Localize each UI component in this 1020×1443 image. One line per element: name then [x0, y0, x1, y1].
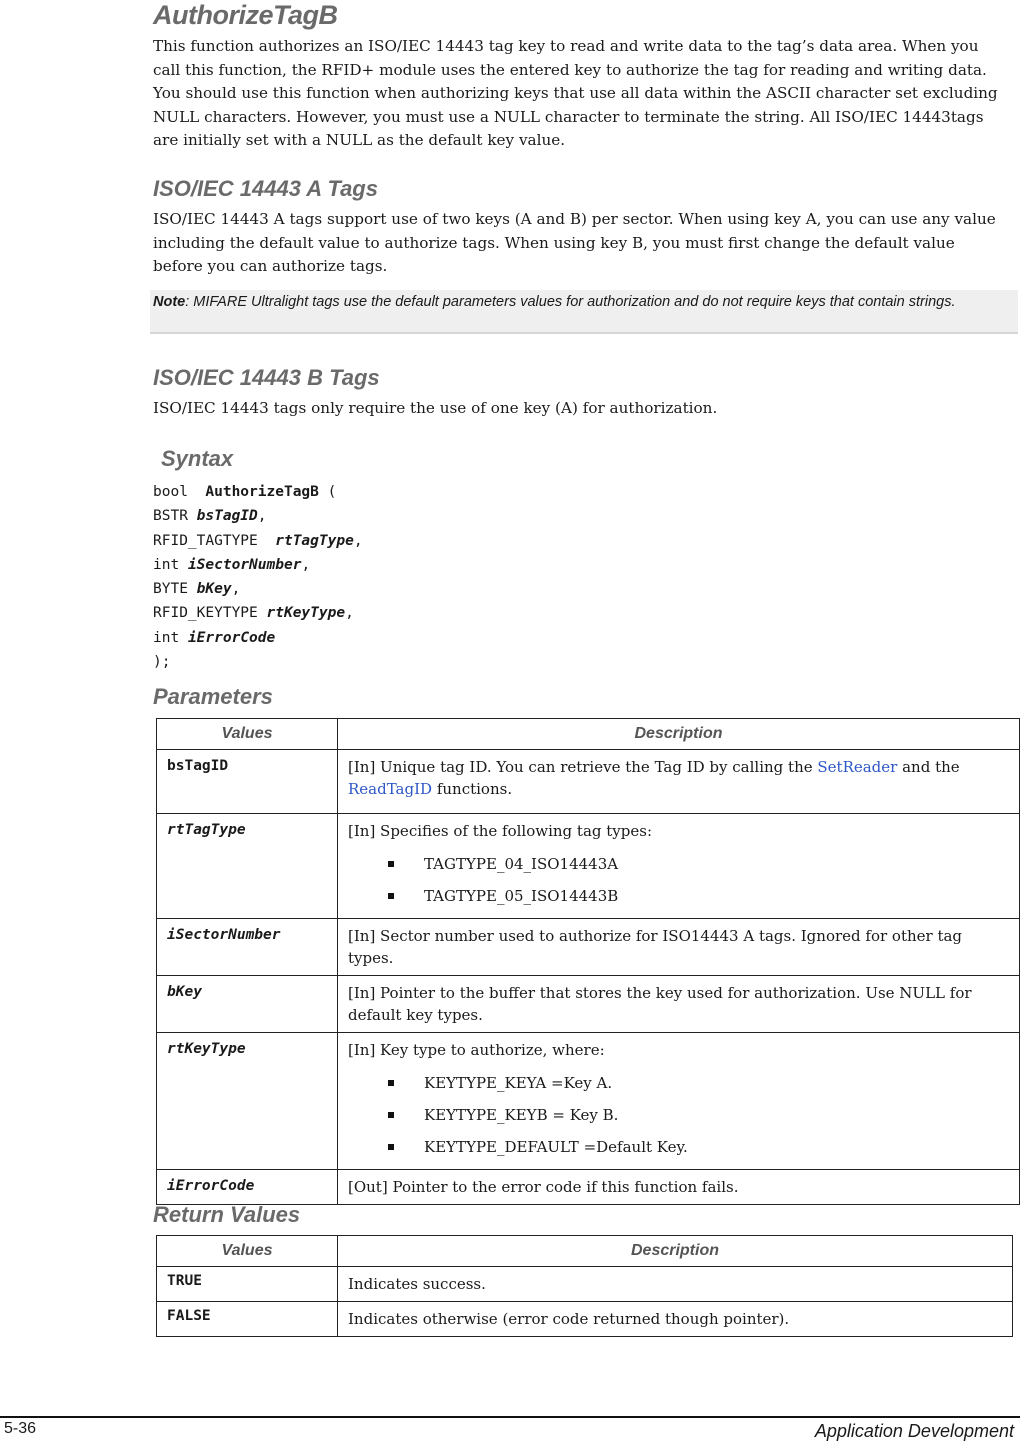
syntax-param-type: BYTE	[153, 581, 188, 598]
desc-text: and the	[897, 758, 960, 776]
list-item: KEYTYPE_KEYB = Key B.	[388, 1099, 1009, 1131]
syntax-line	[153, 626, 363, 650]
table-row	[157, 750, 1020, 814]
syntax-separator: ,	[345, 605, 354, 622]
syntax-separator: ,	[353, 532, 363, 549]
readtagid-link[interactable]: ReadTagID	[348, 780, 433, 798]
section-b-heading: ISO/IEC 14443 B Tags	[153, 365, 380, 390]
column-header-values: Values	[157, 1236, 338, 1267]
syntax-heading: Syntax	[161, 446, 234, 471]
table-header-row	[157, 1236, 1013, 1267]
bullet-list	[348, 1067, 1009, 1163]
chapter-title: Application Development	[814, 1421, 1014, 1441]
list-item: KEYTYPE_KEYA =Key A.	[388, 1067, 1009, 1099]
syntax-param-name: rtTagType	[275, 532, 354, 549]
syntax-line	[153, 601, 363, 625]
syntax-line	[153, 504, 363, 528]
syntax-block	[153, 480, 363, 674]
syntax-return-type: bool	[153, 484, 188, 500]
bullet-list	[348, 848, 1009, 912]
param-description: [In] Sector number used to authorize for ISO14443 A tags. Ignored for other tag types.	[338, 919, 1020, 976]
footer-divider	[0, 1416, 1020, 1418]
return-value: FALSE	[157, 1302, 338, 1337]
table-row	[157, 919, 1020, 976]
syntax-param-name: iSectorNumber	[187, 556, 302, 573]
section-a-paragraph: ISO/IEC 14443 A tags support use of two keys (A and B) per sector. When using key A, you can use any value including the default value to authorize tags. When using key B, you must first change the default value before you can authorize tags.	[153, 210, 996, 275]
return-values-table	[156, 1235, 1013, 1337]
table-row	[157, 976, 1020, 1033]
section-a-heading: ISO/IEC 14443 A Tags	[153, 176, 378, 201]
desc-text: functions.	[432, 780, 513, 798]
table-row	[157, 1302, 1013, 1337]
param-value: bKey	[157, 976, 338, 1033]
column-header-description: Description	[338, 1236, 1013, 1267]
parameters-table	[156, 718, 1020, 1205]
syntax-param-type: int	[153, 629, 180, 646]
table-row	[157, 1267, 1013, 1302]
intro-paragraph: This function authorizes an ISO/IEC 14443 tag key to read and write data to the tag’s data area. When you call this function, the RFID+ module uses the entered key to authorize the tag for reading and writing data. You should use this function when authorizing keys that use all data within the ASCII character set excluding NULL characters. However, you must use a NULL character to terminate the string. All ISO/IEC 14443tags are initially set with a NULL as the default key value.	[153, 37, 998, 149]
syntax-param-type: BSTR	[153, 508, 188, 525]
column-header-description: Description	[338, 719, 1020, 750]
syntax-param-type: int	[153, 556, 180, 573]
return-values-heading: Return Values	[153, 1202, 301, 1227]
table-header-row	[157, 719, 1020, 750]
syntax-open-paren: (	[327, 484, 337, 500]
desc-text: [In] Key type to authorize, where:	[348, 1041, 605, 1059]
parameters-heading: Parameters	[153, 684, 273, 709]
syntax-separator: ,	[257, 508, 267, 525]
param-description: [Out] Pointer to the error code if this function fails.	[338, 1170, 1020, 1205]
return-description: Indicates otherwise (error code returned though pointer).	[338, 1302, 1013, 1337]
syntax-param-type: RFID_KEYTYPE	[153, 605, 258, 622]
page-number: 5-36	[4, 1420, 37, 1437]
syntax-separator: ,	[231, 581, 241, 598]
list-item: TAGTYPE_05_ISO14443B	[388, 880, 1009, 912]
param-description	[338, 1033, 1020, 1170]
return-description: Indicates success.	[338, 1267, 1013, 1302]
param-description	[338, 814, 1020, 919]
desc-text: [In] Specifies of the following tag types:	[348, 822, 652, 840]
param-value: bsTagID	[157, 750, 338, 814]
syntax-line: );	[153, 654, 171, 671]
table-row	[157, 1033, 1020, 1170]
syntax-separator: ,	[301, 556, 311, 573]
note-box	[150, 290, 1018, 334]
syntax-line	[153, 553, 363, 577]
syntax-line	[153, 577, 363, 601]
param-value: iErrorCode	[157, 1170, 338, 1205]
syntax-line	[153, 480, 363, 504]
param-value: iSectorNumber	[157, 919, 338, 976]
table-row	[157, 1170, 1020, 1205]
param-description: [In] Pointer to the buffer that stores the key used for authorization. Use NULL for default key types.	[338, 976, 1020, 1033]
syntax-param-name: rtKeyType	[266, 605, 346, 622]
syntax-param-name: bsTagID	[196, 508, 258, 525]
column-header-values: Values	[157, 719, 338, 750]
note-text: : MIFARE Ultralight tags use the default parameters values for authorization and do not require keys that contain strings.	[185, 294, 956, 310]
syntax-function-name: AuthorizeTagB	[205, 484, 319, 500]
list-item: KEYTYPE_DEFAULT =Default Key.	[388, 1131, 1009, 1163]
section-b-paragraph: ISO/IEC 14443 tags only require the use of one key (A) for authorization.	[153, 399, 718, 417]
list-item: TAGTYPE_04_ISO14443A	[388, 848, 1009, 880]
syntax-param-name: iErrorCode	[187, 629, 276, 646]
param-value: rtKeyType	[157, 1033, 338, 1170]
desc-text: [In] Unique tag ID. You can retrieve the Tag ID by calling the	[348, 758, 818, 776]
syntax-param-name: bKey	[196, 581, 232, 598]
return-value: TRUE	[157, 1267, 338, 1302]
param-value: rtTagType	[157, 814, 338, 919]
page-title: AuthorizeTagB	[153, 0, 338, 30]
table-row	[157, 814, 1020, 919]
setreader-link[interactable]: SetReader	[817, 758, 898, 776]
syntax-line	[153, 529, 363, 553]
note-label: Note	[153, 294, 186, 310]
param-description	[338, 750, 1020, 814]
syntax-param-type: RFID_TAGTYPE	[153, 532, 258, 549]
